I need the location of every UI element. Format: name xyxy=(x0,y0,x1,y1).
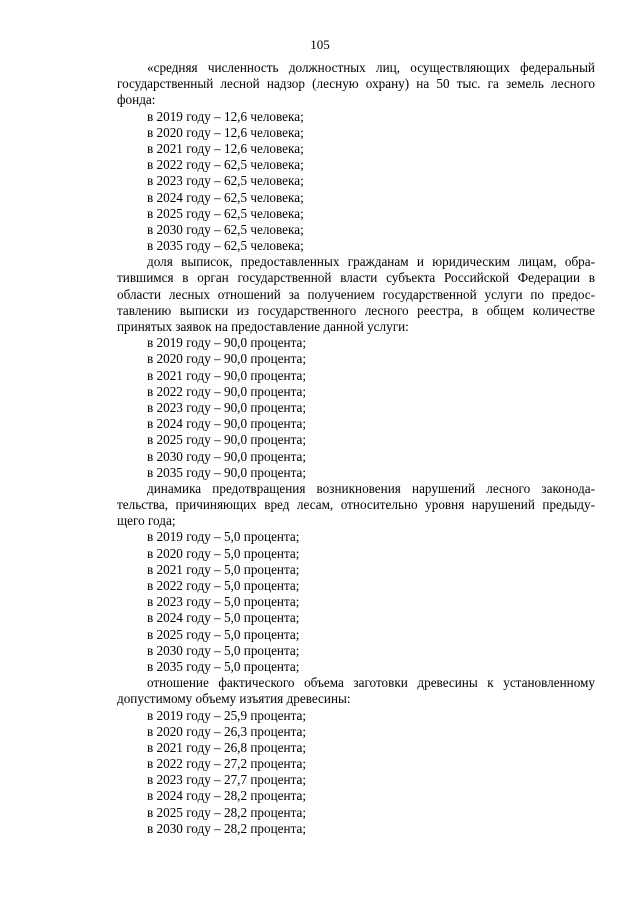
list-item: в 2019 году – 12,6 человека; xyxy=(147,108,304,124)
list-item: в 2022 году – 27,2 процента; xyxy=(147,756,307,772)
paragraph-line: отношение фактического объема заготовки древесины к установленному xyxy=(147,675,595,691)
list-item: в 2035 году – 90,0 процента; xyxy=(147,464,307,480)
list-item: в 2025 году – 62,5 человека; xyxy=(147,205,304,221)
paragraph-line: фонда: xyxy=(117,92,156,108)
list-item: в 2030 году – 62,5 человека; xyxy=(147,221,304,237)
list-item: в 2035 году – 62,5 человека; xyxy=(147,238,304,254)
list-item: в 2021 году – 5,0 процента; xyxy=(147,561,300,577)
list-item: в 2021 году – 12,6 человека; xyxy=(147,140,304,156)
paragraph-violation-dynamics xyxy=(117,481,595,530)
paragraph-line: щего года; xyxy=(117,513,176,529)
list-item: в 2025 году – 28,2 процента; xyxy=(147,804,307,820)
list-item: в 2019 году – 5,0 процента; xyxy=(147,529,300,545)
list-item: в 2024 году – 5,0 процента; xyxy=(147,610,300,626)
list-item: в 2023 году – 5,0 процента; xyxy=(147,594,300,610)
list-item: в 2020 году – 90,0 процента; xyxy=(147,351,307,367)
paragraph-extracts-share xyxy=(117,254,595,335)
list-item: в 2030 году – 90,0 процента; xyxy=(147,448,307,464)
paragraph-line: принятых заявок на предоставление данной услуги: xyxy=(117,319,409,334)
list-item: в 2022 году – 5,0 процента; xyxy=(147,578,300,593)
paragraph-line: допустимому объему изъятия древесины: xyxy=(117,691,351,707)
paragraph-line: тавлению выписки из государственного лесного реестра, в общем количестве xyxy=(117,302,595,318)
document-body xyxy=(117,60,595,837)
paragraph-average-staff xyxy=(117,60,595,109)
list-item: в 2019 году – 25,9 процента; xyxy=(147,707,307,723)
paragraph-line: государственный лесной надзор (лесную охрану) на 50 тыс. га земель лесного xyxy=(117,76,595,92)
list-item: в 2020 году – 26,3 процента; xyxy=(147,723,307,739)
paragraph-line: «средняя численность должностных лиц, осуществляющих федеральный xyxy=(147,60,595,75)
list-item: в 2023 году – 27,7 процента; xyxy=(147,772,307,788)
list-item: в 2024 году – 62,5 человека; xyxy=(147,189,304,205)
list-item: в 2025 году – 90,0 процента; xyxy=(147,432,307,448)
list-violation-dynamics xyxy=(117,529,595,675)
list-item: в 2020 году – 12,6 человека; xyxy=(147,124,304,140)
page-number: 105 xyxy=(310,37,330,52)
list-item: в 2023 году – 90,0 процента; xyxy=(147,399,307,415)
list-item: в 2030 году – 28,2 процента; xyxy=(147,820,307,836)
list-item: в 2020 году – 5,0 процента; xyxy=(147,545,300,561)
list-item: в 2022 году – 90,0 процента; xyxy=(147,383,307,399)
list-item: в 2021 году – 26,8 процента; xyxy=(147,739,307,755)
list-item: в 2019 году – 90,0 процента; xyxy=(147,335,307,351)
list-extracts-share xyxy=(117,335,595,481)
list-item: в 2021 году – 90,0 процента; xyxy=(147,367,307,383)
list-item: в 2035 году – 5,0 процента; xyxy=(147,658,300,674)
list-item: в 2024 году – 90,0 процента; xyxy=(147,416,307,432)
list-average-staff xyxy=(117,109,595,255)
paragraph-line: динамика предотвращения возникновения нарушений лесного законода- xyxy=(147,480,595,496)
list-item: в 2030 году – 5,0 процента; xyxy=(147,642,300,658)
paragraph-line: области лесных отношений за получением государственной услуги по предос- xyxy=(117,286,595,302)
paragraph-harvest-ratio xyxy=(117,675,595,707)
list-harvest-ratio xyxy=(117,708,595,838)
paragraph-line: тившимся в орган государственной власти субъекта Российской Федерации в xyxy=(117,270,595,286)
list-item: в 2022 году – 62,5 человека; xyxy=(147,157,304,173)
list-item: в 2025 году – 5,0 процента; xyxy=(147,626,300,642)
paragraph-line: тельства, причиняющих вред лесам, относительно уровня нарушений предыду- xyxy=(117,497,595,513)
paragraph-line: доля выписок, предоставленных гражданам и юридическим лицам, обра- xyxy=(147,254,595,270)
list-item: в 2023 году – 62,5 человека; xyxy=(147,173,304,189)
list-item: в 2024 году – 28,2 процента; xyxy=(147,788,307,804)
